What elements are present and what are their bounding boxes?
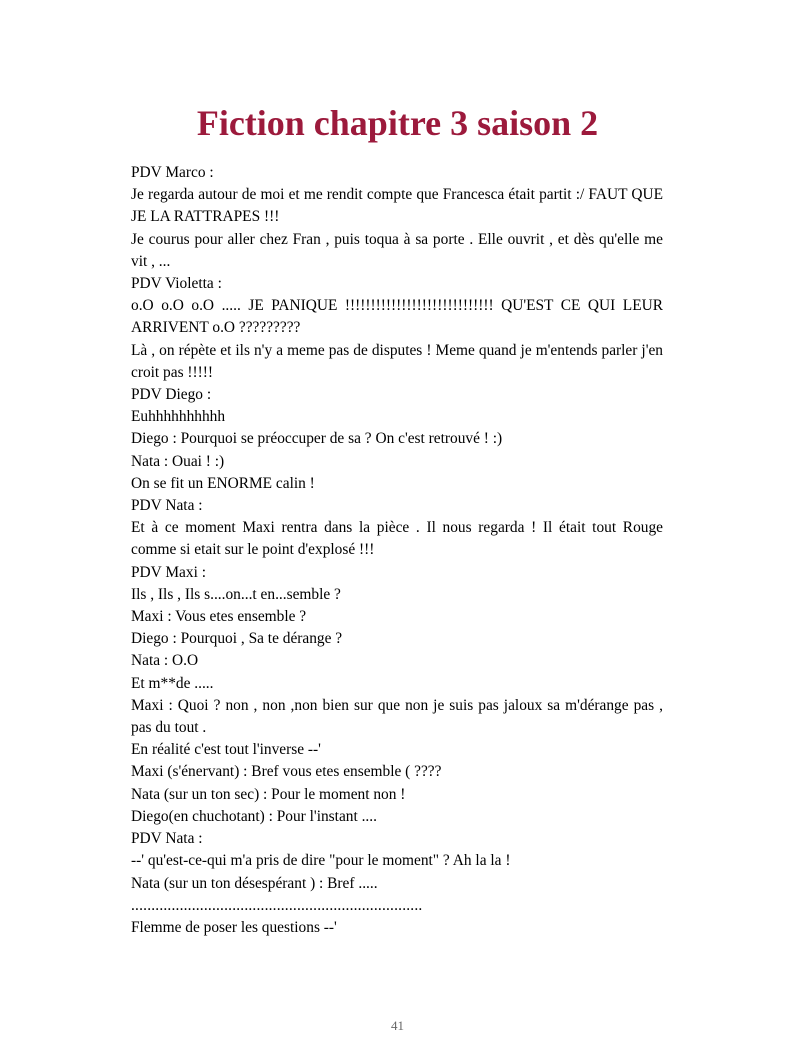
paragraph: Nata (sur un ton désespérant ) : Bref ..... [131,874,378,892]
dotted-separator: ........................................................................ [131,896,423,914]
paragraph: PDV Nata : [131,497,203,515]
paragraph: Ils , Ils , Ils s....on...t en...semble ? [131,585,341,603]
paragraph: Euhhhhhhhhhh [131,408,226,426]
paragraph: Diego(en chuchotant) : Pour l'instant .... [131,807,377,825]
paragraph: PDV Nata : [131,830,203,848]
paragraph: Diego : Pourquoi , Sa te dérange ? [131,630,343,648]
paragraph: Je courus pour aller chez Fran , puis toqua à sa porte . Elle ouvrit , et dès qu'elle me vit , ... [131,230,663,270]
paragraph: Et à ce moment Maxi rentra dans la pièce . Il nous regarda ! Il était tout Rouge comme si etait sur le point d'explosé !!! [131,519,663,559]
paragraph: PDV Marco : [131,164,214,181]
paragraph: Là , on répète et ils n'y a meme pas de disputes ! Meme quand je m'entends parler j'en croit pas !!!!! [131,341,663,381]
paragraph: Nata : Ouai ! :) [131,452,225,470]
paragraph: PDV Violetta : [131,275,222,293]
paragraph: PDV Maxi : [131,563,206,581]
paragraph: En réalité c'est tout l'inverse --' [131,741,321,759]
paragraph: Nata : O.O [131,652,199,670]
paragraph: Je regarda autour de moi et me rendit compte que Francesca était partit :/ FAUT QUE JE LA RATTRAPES !!! [131,186,663,226]
paragraph: Diego : Pourquoi se préoccuper de sa ? On c'est retrouvé ! :) [131,430,503,448]
paragraph: Maxi : Vous etes ensemble ? [131,608,307,626]
story-body [131,162,663,939]
paragraph: --' qu'est-ce-qui m'a pris de dire "pour le moment" ? Ah la la ! [131,852,511,870]
paragraph: Nata (sur un ton sec) : Pour le moment non ! [131,785,406,803]
paragraph: On se fit un ENORME calin ! [131,474,315,492]
paragraph: Et m**de ..... [131,674,214,692]
paragraph: Maxi : Quoi ? non , non ,non bien sur que non je suis pas jaloux sa m'dérange pas , pas du tout . [131,696,663,737]
paragraph: Maxi (s'énervant) : Bref vous etes ensemble ( ???? [131,763,442,781]
paragraph: Flemme de poser les questions --' [131,918,337,936]
paragraph: o.O o.O o.O ..... JE PANIQUE !!!!!!!!!!!!!!!!!!!!!!!!!!!!! QU'EST CE QUI LEUR ARRIVENT o.O ????????? [131,297,663,337]
paragraph: PDV Diego : [131,386,212,404]
page-title: Fiction chapitre 3 saison 2 [196,103,599,143]
page-number: 41 [391,1018,404,1033]
